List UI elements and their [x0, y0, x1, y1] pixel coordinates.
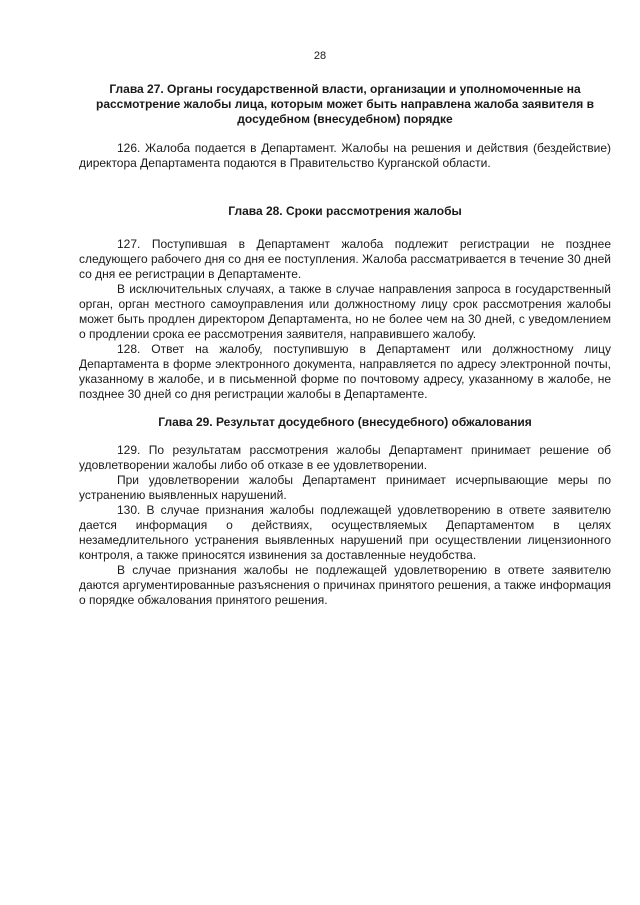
paragraph-130-rejection: В случае признания жалобы не подлежащей удовлетворению в ответе заявителю даются аргументированные разъяснения о причинах принятого решения, а также информация о порядке обжалования принятого решения. [79, 563, 611, 607]
chapter-29-heading: Глава 29. Результат досудебного (внесудебного) обжалования [158, 415, 532, 429]
chapter-27-heading: Глава 27. Органы государственной власти, организации и уполномоченные на рассмотрение жалобы лица, которым может быть направлена жалоба заявителя в досудебном (внесудебном) порядке [96, 82, 594, 126]
paragraph-127: 127. Поступившая в Департамент жалоба подлежит регистрации не позднее следующего рабочего дня со дня ее поступления. Жалоба рассматривается в течение 30 дней со дня ее регистрации в Департаменте. [79, 237, 611, 281]
paragraph-129-satisfaction: При удовлетворении жалобы Департамент принимает исчерпывающие меры по устранению выявленных нарушений. [79, 473, 611, 502]
paragraph-126: 126. Жалоба подается в Департамент. Жалобы на решения и действия (бездействие) директора Департамента подаются в Правительство Курганской области. [79, 141, 611, 170]
paragraph-129: 129. По результатам рассмотрения жалобы Департамент принимает решение об удовлетворении жалобы либо об отказе в ее удовлетворении. [79, 443, 611, 472]
paragraph-127-extension: В исключительных случаях, а также в случае направления запроса в государственный орган, орган местного самоуправления или должностному лицу срок рассмотрения жалобы может быть продлен директором Департамента, но не более чем на 30 дней, с уведомлением о продлении срока ее рассмотрения заявителя, направившего жалобу. [79, 282, 611, 341]
paragraph-128: 128. Ответ на жалобу, поступившую в Департамент или должностному лицу Департамента в форме электронного документа, направляется по адресу электронной почты, указанному в жалобе, и в письменной форме по почтовому адресу, указанному в жалобе, не позднее 30 дней со дня регистрации жалобы в Департаменте. [79, 342, 611, 401]
paragraph-130: 130. В случае признания жалобы подлежащей удовлетворению в ответе заявителю дается информация о действиях, осуществляемых Департаментом в целях незамедлительного устранения выявленных нарушений при осуществлении лицензионного контроля, а также приносятся извинения за доставленные неудобства. [79, 503, 611, 562]
chapter-28-heading: Глава 28. Сроки рассмотрения жалобы [228, 204, 462, 218]
page-number: 28 [313, 50, 327, 62]
document-body [79, 70, 611, 608]
